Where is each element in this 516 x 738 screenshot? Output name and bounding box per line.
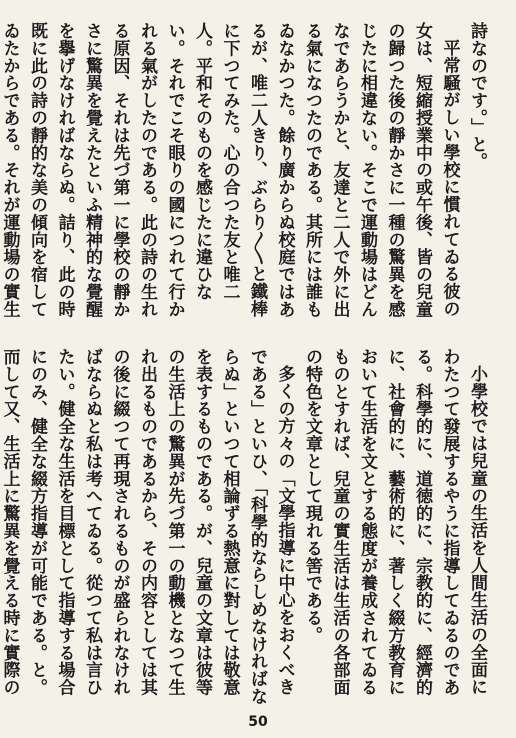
paragraph: 詩なのです。」と。: [467, 22, 487, 171]
paragraph: 平常騒がしい學校に慣れてゐる彼の女は、短縮授業中の或午後、皆の兒童の歸つた後の靜かさに一種の驚異を感じたに相違ない。そこで運動場はどんなであらうかと、友達と二人で外に出る氣になつたのである。其所には誰もゐなかつた。餘り廣からぬ校庭ではあるが、唯二人きり、ぶらり〳〵と鐵棒に下つてみた。心の合つた友と唯二人。平和そのものを感じたに違ひない。それでこそ眼りの國につれて行かれる氣がしたのである。此の詩の生れる原因、それは先づ第一に學校の靜かさに驚異を覺えたといふ精神的な覺醒を擧げなければならぬ。詰り、此の時既に此の詩の靜的な美の傾向を宿してゐたからである。それが運動場の實生: [0, 22, 460, 318]
upper-text-block: [0, 22, 490, 327]
page-number: 50: [248, 714, 268, 730]
paragraph: 小學校では兒童の生活を人間生活の全面にわたつて發展するやうに指導してゐるのである。科學的に、道徳的に、宗教的に、經濟的に、社會的に、藝術的に、著しく綴方教育において生活を文とする態度が養成されてゐるものとすれば、兒童の實生活は生活の各部面の特色を文章として現れる筈である。: [302, 348, 487, 696]
lower-text-block: [0, 348, 490, 708]
paragraph: 多くの方々の「文學指導に中心をおくべきである」といひ、「科學的ならしめなければならぬ」といつて相論ずる熱意に對しては敬意を表するものである。が、兒童の文章は彼等の生活上の驚異が先づ第一の動機となつて生れ出るものであるから、その内容としては其の後に綴つて再現されるものが盛られなければならぬと私は考へてゐる。從つて私は言ひたい。健全な生活を目標として指導する場合にのみ、健全な綴方指導が可能である。と。而して又、生活上に驚異を覺える時に實際の: [0, 348, 295, 705]
